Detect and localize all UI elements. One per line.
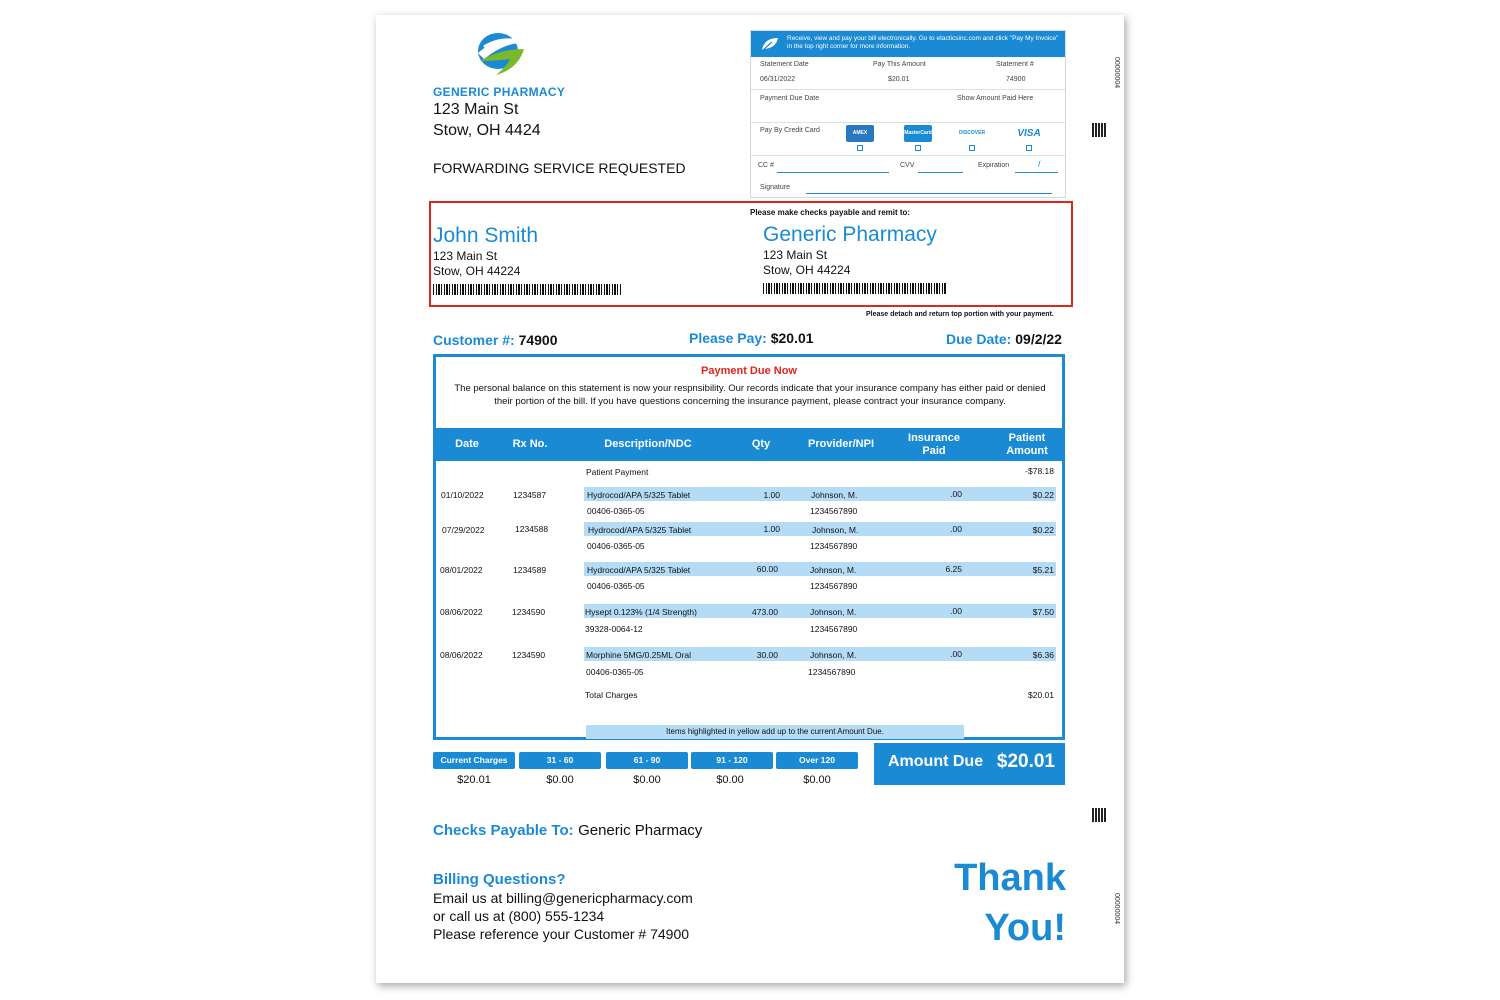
row-rx: 1234587 [513, 490, 547, 500]
row-provider: Johnson, M. [810, 607, 857, 617]
show-amount-label: Show Amount Paid Here [957, 95, 1034, 102]
row-patient-amount: $5.21 [1032, 565, 1054, 575]
statement-number-label: Statement # [996, 61, 1034, 68]
cc-label: CC # [758, 162, 774, 169]
row-provider: Johnson, M. [810, 650, 857, 660]
row-insurance-paid: .00 [950, 524, 962, 534]
row-provider: Johnson, M. [810, 565, 857, 575]
aging-over-120-value: $0.00 [803, 774, 831, 786]
signature-label: Signature [760, 184, 790, 191]
row-qty: 60.00 [756, 564, 778, 574]
leaf-icon [760, 36, 780, 52]
row-rx: 1234590 [512, 650, 546, 660]
discover-icon: DISCOVER [958, 125, 986, 142]
row-ndc: 39328-0064-12 [585, 624, 643, 634]
col-description: Description/NDC [604, 438, 692, 450]
row-patient-amount: $6.36 [1032, 650, 1054, 660]
remittance-panel [750, 30, 1066, 198]
you-text: You! [984, 907, 1066, 949]
payment-due-title: Payment Due Now [701, 365, 797, 377]
patient-address-line1: 123 Main St [433, 249, 498, 263]
row-npi: 1234567890 [810, 624, 858, 634]
remit-to-address-line2: Stow, OH 44224 [763, 263, 851, 277]
billing-phone-line: or call us at (800) 555-1234 [433, 908, 605, 924]
col-insurance-paid: Insurance Paid [908, 431, 960, 457]
amex-icon: AMEX [846, 125, 874, 142]
signature-field[interactable] [806, 193, 1052, 194]
row-provider: Johnson, M. [811, 490, 858, 500]
row-qty: 473.00 [752, 607, 778, 617]
row-insurance-paid: .00 [950, 606, 962, 616]
row-patient-amount: $0.22 [1032, 525, 1054, 535]
row-insurance-paid: .00 [950, 489, 962, 499]
patient-name: John Smith [433, 224, 539, 247]
datamatrix-bottom [1092, 808, 1106, 822]
aging-91-120-value: $0.00 [716, 774, 744, 786]
checks-payable [433, 822, 702, 840]
row-date: 07/29/2022 [442, 525, 485, 535]
col-rx: Rx No. [512, 438, 548, 450]
col-qty: Qty [751, 438, 771, 450]
statement-number-value: 74900 [1006, 76, 1026, 83]
aging-31-60-value: $0.00 [546, 774, 574, 786]
checks-payable-label: Checks Payable To: [433, 822, 574, 839]
pharmacy-logo-icon [474, 31, 526, 79]
row-insurance-paid: .00 [950, 649, 962, 659]
datamatrix-top [1092, 123, 1106, 137]
side-code-bottom: 00000004 [1113, 893, 1120, 925]
thank-text: Thank [954, 857, 1066, 899]
total-charges-label: Total Charges [585, 690, 638, 700]
row-provider: Johnson, M. [812, 525, 859, 535]
row-date: 01/10/2022 [441, 490, 484, 500]
aging-61-90-label: 61 - 90 [606, 752, 688, 769]
row-description: Morphine 5MG/0.25ML Oral [586, 650, 692, 660]
row-insurance-paid: 6.25 [945, 564, 962, 574]
billing-email-line: Email us at billing@genericpharmacy.com [433, 890, 693, 906]
row-ndc: 00406-0365-05 [587, 581, 645, 591]
pay-amount-label: Pay This Amount [873, 61, 926, 68]
row-qty: 1.00 [763, 490, 780, 500]
remit-to-postal-barcode [763, 283, 947, 294]
statement-table-box [433, 354, 1065, 740]
row-date: 08/06/2022 [440, 650, 483, 660]
expiration-separator: / [1038, 159, 1041, 169]
col-date: Date [455, 438, 479, 450]
row-patient-amount: $0.22 [1032, 490, 1054, 500]
billing-reference-line: Please reference your Customer # 74900 [433, 926, 690, 942]
aging-31-60-label: 31 - 60 [519, 752, 601, 769]
discover-checkbox[interactable] [969, 145, 975, 151]
expiration-field[interactable] [1015, 172, 1058, 173]
cvv-field[interactable] [918, 172, 963, 173]
visa-checkbox[interactable] [1026, 145, 1032, 151]
customer-number-value: 74900 [518, 332, 558, 348]
mastercard-icon: MasterCard [904, 125, 932, 142]
aging-current-label: Current Charges [433, 752, 515, 769]
pharmacy-address-line1: 123 Main St [433, 101, 519, 118]
row-ndc: 00406-0365-05 [587, 506, 645, 516]
amex-checkbox[interactable] [857, 145, 863, 151]
row-npi: 1234567890 [810, 506, 858, 516]
row-rx: 1234588 [515, 524, 549, 534]
statement-date-value: 06/31/2022 [760, 76, 796, 83]
pharmacy-address-line2: Stow, OH 4424 [433, 122, 541, 139]
patient-payment-value: -$78.18 [1025, 466, 1054, 476]
aging-91-120-label: 91 - 120 [691, 752, 773, 769]
patient-payment-label: Patient Payment [586, 467, 649, 477]
due-date-value: 09/2/22 [1015, 331, 1062, 347]
row-npi: 1234567890 [810, 541, 858, 551]
total-charges-value: $20.01 [1028, 690, 1054, 700]
please-pay-value: $20.01 [770, 330, 814, 346]
row-description: Hydrocod/APA 5/325 Tablet [588, 525, 692, 535]
due-date [946, 331, 1062, 347]
pay-amount-value: $20.01 [888, 76, 910, 83]
billing-statement-page [376, 15, 1124, 983]
row-ndc: 00406-0365-05 [586, 667, 644, 677]
row-rx: 1234589 [513, 565, 547, 575]
credit-card-label: Pay By Credit Card [760, 127, 820, 134]
billing-questions-heading: Billing Questions? [433, 871, 566, 888]
row-qty: 30.00 [756, 650, 778, 660]
patient-postal-barcode [433, 284, 621, 295]
row-description: Hysept 0.123% (1/4 Strength) [585, 607, 697, 617]
table-header [436, 428, 1062, 461]
row-npi: 1234567890 [808, 667, 856, 677]
amount-due-label: Amount Due [888, 753, 984, 770]
customer-number [433, 332, 558, 348]
please-pay-label: Please Pay: [689, 330, 767, 346]
row-date: 08/06/2022 [440, 607, 483, 617]
row-patient-amount: $7.50 [1032, 607, 1054, 617]
patient-address-line2: Stow, OH 44224 [433, 264, 521, 278]
payment-due-label: Payment Due Date [760, 95, 820, 102]
checks-payable-value: Generic Pharmacy [578, 822, 703, 839]
statement-note: The personal balance on this statement is now your respnsibility. Our records indicate that your insurance company has either paid or denied their portion of the bill. If you have questions concerning the insurance payment, please contract your insurance company. [454, 383, 1046, 407]
col-provider: Provider/NPI [807, 438, 875, 450]
aging-current-value: $20.01 [457, 774, 491, 786]
cc-number-field[interactable] [777, 172, 889, 173]
col-patient-amount: Patient Amount [1006, 431, 1048, 457]
cvv-label: CVV [900, 162, 915, 169]
highlight-footnote: Items highlighted in yellow add up to the current Amount Due. [586, 725, 964, 739]
statement-date-label: Statement Date [760, 61, 809, 68]
expiration-label: Expiration [978, 162, 1010, 169]
customer-number-label: Customer #: [433, 332, 515, 348]
detach-note: Please detach and return top portion with your payment. [866, 311, 1054, 318]
row-description: Hydrocod/APA 5/325 Tablet [587, 565, 691, 575]
mastercard-checkbox[interactable] [915, 145, 921, 151]
please-pay [689, 330, 814, 346]
due-date-label: Due Date: [946, 331, 1012, 347]
forwarding-notice: FORWARDING SERVICE REQUESTED [433, 160, 686, 176]
aging-over-120-label: Over 120 [776, 752, 858, 769]
row-date: 08/01/2022 [440, 565, 483, 575]
row-rx: 1234590 [512, 607, 546, 617]
visa-icon: VISA [1015, 125, 1043, 142]
aging-61-90-value: $0.00 [633, 774, 661, 786]
payable-note: Please make checks payable and remit to: [750, 208, 911, 217]
row-npi: 1234567890 [810, 581, 858, 591]
row-qty: 1.00 [763, 524, 780, 534]
amount-due-value: $20.01 [996, 751, 1055, 772]
epay-banner [751, 31, 1065, 57]
row-description: Hydrocod/APA 5/325 Tablet [587, 490, 691, 500]
remit-to-name: Generic Pharmacy [763, 223, 937, 246]
side-code-top: 00000004 [1113, 57, 1120, 89]
amount-due-box [874, 743, 1065, 785]
remit-to-address-line1: 123 Main St [763, 248, 828, 262]
pharmacy-name: GENERIC PHARMACY [433, 85, 566, 99]
epay-banner-text: Receive, view and pay your bill electronically. Go to etacticsinc.com and click "Pay My Invoice" in the top right corner for more information. [787, 35, 1059, 50]
row-ndc: 00406-0365-05 [587, 541, 645, 551]
